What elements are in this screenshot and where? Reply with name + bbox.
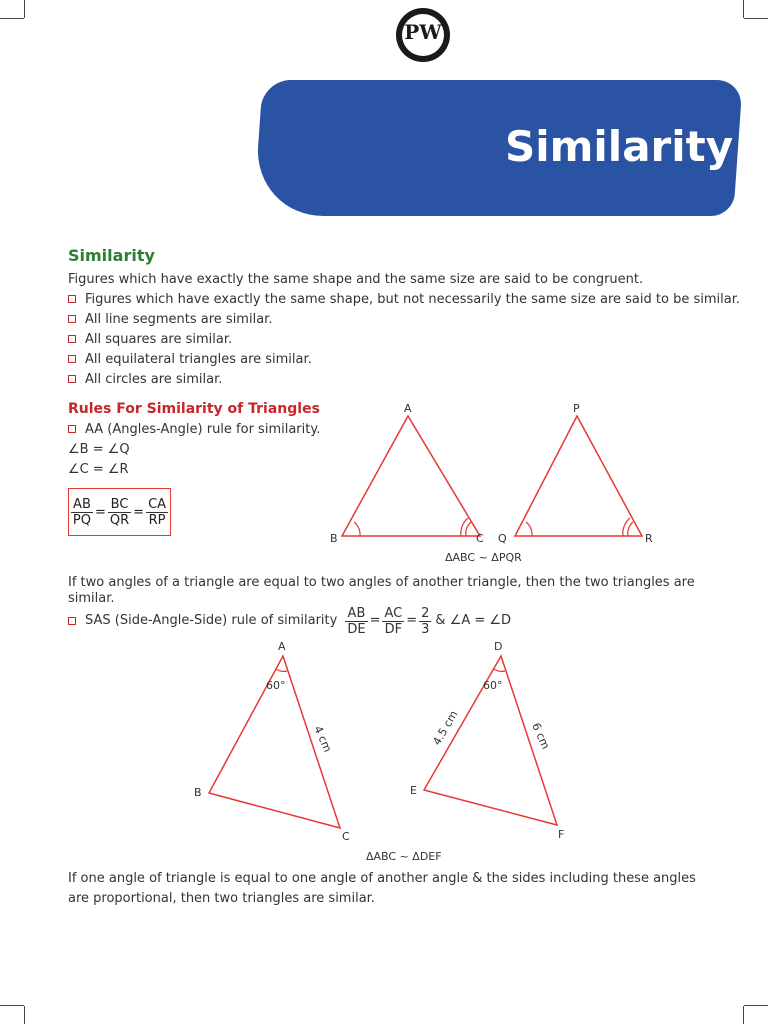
bullet-icon xyxy=(68,375,76,383)
denominator: RP xyxy=(148,512,166,528)
aa-caption: ΔABC ~ ΔPQR xyxy=(445,551,522,564)
bullet-list xyxy=(68,290,740,390)
sas-rule xyxy=(68,604,511,638)
sas-triangles-figure xyxy=(190,638,580,868)
sas-explanation: If one angle of triangle is equal to one angle of another angle & the sides including these angles xyxy=(68,871,696,886)
vertex-label-p: P xyxy=(573,402,580,415)
sas-suffix: & ∠A = ∠D xyxy=(435,613,512,628)
crop-mark xyxy=(24,1006,25,1024)
fraction xyxy=(108,497,131,528)
crop-mark xyxy=(744,1005,768,1006)
vertex-label-e: E xyxy=(410,784,417,797)
bullet-icon xyxy=(68,425,76,433)
list-item-text: All line segments are similar. xyxy=(85,312,273,327)
numerator: BC xyxy=(108,497,131,513)
vertex-label-a: A xyxy=(404,402,412,415)
fraction xyxy=(71,497,93,528)
list-item-text: All equilateral triangles are similar. xyxy=(85,352,312,367)
angle-arc-r xyxy=(628,522,633,536)
vertex-label-a: A xyxy=(278,640,286,653)
aa-explanation-2: similar. xyxy=(68,591,115,606)
fraction xyxy=(345,606,367,637)
bullet-icon xyxy=(68,355,76,363)
bullet-icon xyxy=(68,617,76,625)
angle-label-a: 60° xyxy=(266,679,286,692)
denominator: 3 xyxy=(421,621,430,637)
angle-arc-d xyxy=(494,669,505,671)
page-title: Similarity xyxy=(505,122,734,171)
denominator: DF xyxy=(384,621,403,637)
crop-mark xyxy=(744,18,768,19)
crop-mark xyxy=(743,1006,744,1024)
denominator: QR xyxy=(109,512,130,528)
side-label-ac: 4 cm xyxy=(311,723,335,755)
equals-sign: = xyxy=(95,504,106,520)
vertex-label-f: F xyxy=(558,828,565,841)
list-item xyxy=(68,310,740,330)
logo-inner xyxy=(402,14,444,56)
list-item xyxy=(68,330,740,350)
triangle-abc xyxy=(342,416,480,536)
vertex-label-c: C xyxy=(476,532,484,545)
rules-heading: Rules For Similarity of Triangles xyxy=(68,401,320,417)
crop-mark xyxy=(24,0,25,18)
angle-arc-a xyxy=(276,669,287,671)
ratio-box xyxy=(68,488,171,536)
list-item-text: Figures which have exactly the same shape, but not necessarily the same size are said to be similar. xyxy=(85,292,740,307)
pw-logo xyxy=(396,8,450,62)
aa-explanation: If two angles of a triangle are equal to two angles of another triangle, then the two triangles are xyxy=(68,575,695,590)
vertex-label-b: B xyxy=(194,786,202,799)
aa-triangles-figure xyxy=(320,398,670,568)
vertex-label-d: D xyxy=(494,640,503,653)
bullet-icon xyxy=(68,315,76,323)
angle-label-d: 60° xyxy=(483,679,503,692)
denominator: DE xyxy=(347,621,366,637)
list-item xyxy=(68,370,740,390)
vertex-label-c: C xyxy=(342,830,350,843)
aa-rule-text: AA (Angles-Angle) rule for similarity. xyxy=(85,422,321,437)
angle-arc-q xyxy=(526,522,532,536)
crop-mark xyxy=(0,1005,24,1006)
bullet-icon xyxy=(68,335,76,343)
side-label-df: 6 cm xyxy=(529,720,553,752)
section-heading: Similarity xyxy=(68,246,155,265)
intro-text: Figures which have exactly the same shape and the same size are said to be congruent. xyxy=(68,272,644,287)
logo-text: PW xyxy=(404,20,442,44)
fraction xyxy=(419,606,431,637)
numerator: CA xyxy=(148,496,167,512)
angle-eq-2: ∠C = ∠R xyxy=(68,462,129,477)
vertex-label-b: B xyxy=(330,532,338,545)
fraction xyxy=(146,497,168,528)
equals-sign: = xyxy=(133,504,145,520)
crop-mark xyxy=(743,0,744,18)
side-label-de: 4.5 cm xyxy=(430,708,461,748)
bullet-icon xyxy=(68,295,76,303)
sas-explanation-2: are proportional, then two triangles are similar. xyxy=(68,891,375,906)
angle-eq-1: ∠B = ∠Q xyxy=(68,442,130,457)
vertex-label-r: R xyxy=(645,532,653,545)
angle-arc-c xyxy=(466,522,471,536)
list-item xyxy=(68,290,740,310)
list-item-text: All squares are similar. xyxy=(85,332,233,347)
vertex-label-q: Q xyxy=(498,532,507,545)
equals-sign: = xyxy=(369,613,381,628)
angle-arc-b xyxy=(354,522,360,536)
numerator: AC xyxy=(384,605,403,621)
aa-rule xyxy=(68,420,320,440)
triangle-pqr xyxy=(515,416,642,536)
numerator: AB xyxy=(71,497,93,513)
denominator: PQ xyxy=(72,512,91,528)
crop-mark xyxy=(0,18,24,19)
fraction xyxy=(382,606,404,637)
equals-sign: = xyxy=(406,613,418,628)
sas-caption: ΔABC ~ ΔDEF xyxy=(366,850,442,863)
numerator: 2 xyxy=(421,605,430,621)
list-item-text: All circles are similar. xyxy=(85,372,223,387)
list-item xyxy=(68,350,740,370)
sas-rule-text: SAS (Side-Angle-Side) rule of similarity xyxy=(85,613,338,628)
numerator: AB xyxy=(345,606,367,622)
